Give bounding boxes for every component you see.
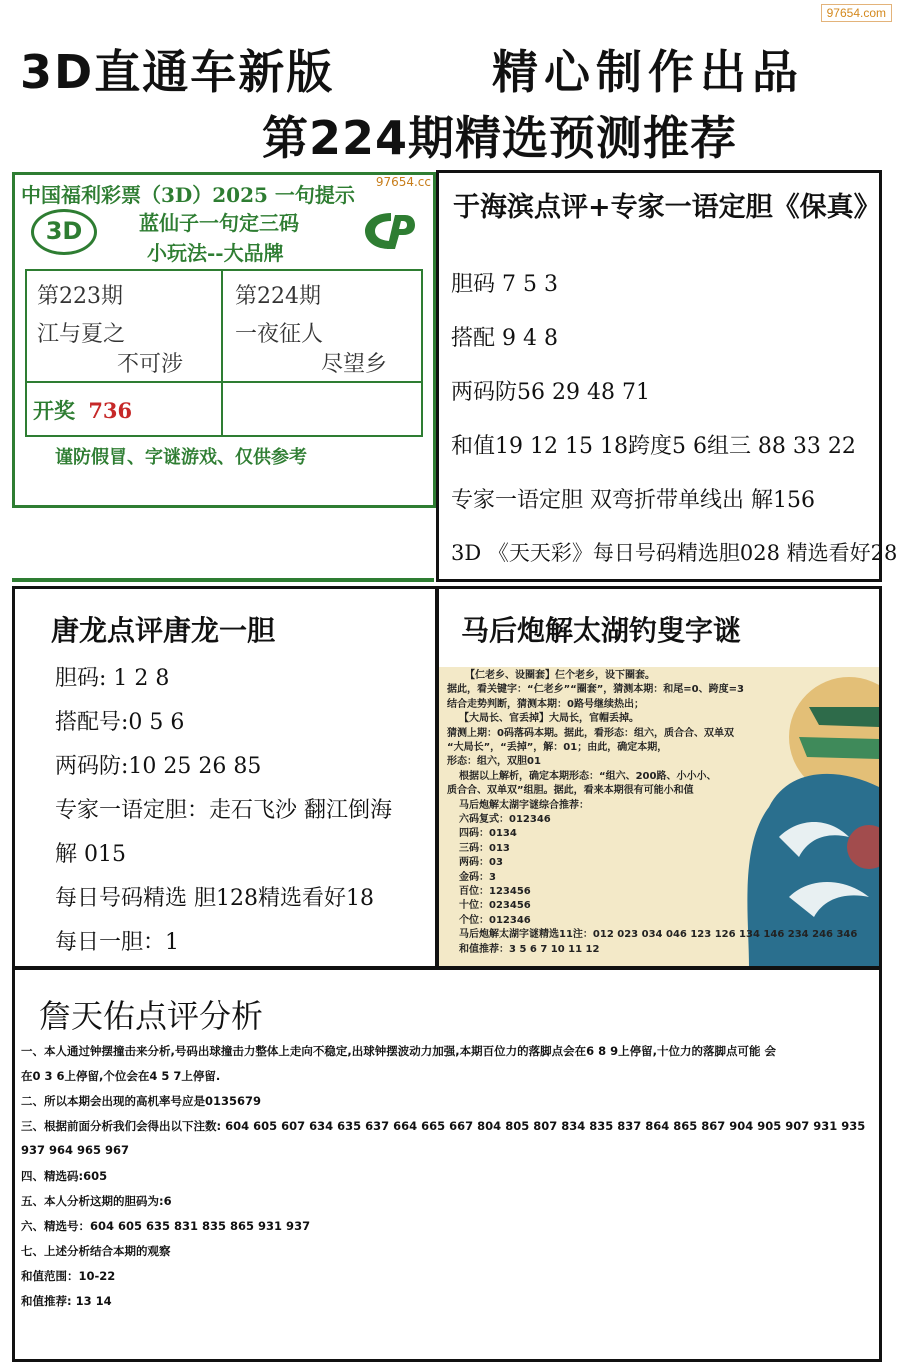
- analysis-line: 937 964 965 967: [21, 1143, 130, 1157]
- card-watermark: 97654.cc: [375, 175, 431, 189]
- draw-value: 736: [88, 398, 133, 423]
- riddle-line: 和值推荐：3 5 6 7 10 11 12: [459, 943, 600, 955]
- analysis-line: 五、本人分析这期的胆码为:6: [21, 1194, 172, 1208]
- tang-line: 解 015: [55, 842, 126, 867]
- draw-label: 开奖: [33, 398, 75, 423]
- riddle-line: 马后炮解太湖字谜综合推荐：: [459, 799, 589, 811]
- yu-line: 两码防56 29 48 71: [451, 380, 650, 405]
- wave-decoration-icon: [729, 667, 879, 967]
- riddle-line: 三码：013: [459, 842, 510, 854]
- analysis-line: 和值范围：10-22: [21, 1269, 116, 1283]
- ma-panel-title: 马后炮解太湖钓叟字谜: [461, 614, 742, 647]
- riddle-line: “大局长”，“丢掉”，解：01；由此，确定本期，: [447, 742, 668, 753]
- card-slogan-1: 蓝仙子一句定三码: [139, 211, 299, 235]
- yu-line: 专家一语定胆 双弯折带单线出 解156: [451, 488, 815, 513]
- analysis-line: 七、上述分析结合本期的观察: [21, 1244, 171, 1258]
- lottery-3d-logo: 3D: [31, 209, 97, 255]
- header-title-left: 3D直通车新版: [20, 45, 335, 99]
- riddle-line: 结合走势判断，猜测本期：0路号继续热出；: [447, 698, 644, 710]
- ma-panel: [436, 586, 882, 970]
- green-divider: [12, 578, 434, 582]
- header-title-right: 精心制作出品: [492, 45, 804, 99]
- prev-riddle-line2: 不可涉: [117, 352, 184, 377]
- lottery-card: [12, 172, 436, 508]
- site-watermark: 97654.com: [821, 4, 892, 22]
- riddle-line: 百位：123456: [459, 886, 531, 897]
- welfare-lottery-logo-icon: [361, 209, 417, 253]
- yu-line: 和值19 12 15 18跨度5 6组三 88 33 22: [451, 434, 856, 459]
- analysis-line: 在0 3 6上停留,个位会在4 5 7上停留.: [21, 1069, 221, 1083]
- riddle-line: 【大局长、官丢掉】大局长，官帽丢掉。: [459, 713, 639, 725]
- header-subtitle: 第224期精选预测推荐: [262, 111, 738, 165]
- riddle-line: 两码：03: [459, 857, 503, 869]
- yu-panel: [436, 170, 898, 582]
- analysis-line: 一、本人通过钟摆撞击来分析,号码出球撞击力整体上走向不稳定,出球钟摆波动力加强,本期百位力的落脚点会在6 8 9上停留,十位力的落脚点可能 会: [21, 1044, 776, 1058]
- riddle-line: 马后炮解太湖字谜精选11注：012 023 034 046 123 126 134 146 234 246 346: [459, 929, 858, 941]
- tang-line: 每日一胆：1: [55, 930, 179, 955]
- riddle-line: 十位：023456: [459, 900, 531, 912]
- card-disclaimer: 谨防假冒、字谜游戏、仅供参考: [55, 447, 307, 468]
- yu-line: 3D 《天天彩》每日号码精选胆028 精选看好28: [451, 541, 898, 565]
- lottery-card-heading: 中国福利彩票（3D）2025 一句提示: [21, 183, 355, 207]
- riddle-line: 据此，看关键字：“仁老乡”“圈套”，猜测本期：和尾=0、跨度=3: [447, 684, 744, 696]
- riddle-line: 形态：组六，双胆01: [447, 756, 541, 768]
- tang-line: 每日号码精选 胆128精选看好18: [55, 886, 374, 911]
- riddle-illustration: [439, 667, 879, 967]
- prev-period-label: 第223期: [37, 284, 123, 309]
- tang-line: 两码防:10 25 26 85: [55, 754, 262, 779]
- analysis-line: 四、精选码:605: [21, 1169, 108, 1183]
- riddle-line: 质合合、双单双”组胆。据此，看来本期很有可能小和值: [447, 785, 694, 797]
- card-slogan-2: 小玩法--大品牌: [147, 241, 284, 265]
- curr-riddle-line1: 一夜征人: [235, 322, 324, 347]
- riddle-line: 六码复式：012346: [459, 814, 551, 825]
- analysis-line: 六、精选号：604 605 635 831 835 865 931 937: [21, 1219, 311, 1233]
- riddle-line: 猜测上期：0码落码本期。据此，看形态：组六，质合合、双单双: [447, 727, 734, 739]
- yu-panel-title: 于海滨点评+专家一语定胆《保真》: [453, 192, 881, 223]
- riddle-line: 金码：3: [459, 871, 496, 883]
- curr-riddle-line2: 尽望乡: [321, 352, 388, 377]
- analysis-line: 二、所以本期会出现的高机率号应是0135679: [21, 1094, 262, 1108]
- riddle-line: 根据以上解析，确定本期形态：“组六、200路、小小小、: [459, 770, 717, 782]
- tang-line: 胆码: 1 2 8: [55, 666, 170, 691]
- tang-panel: [12, 586, 438, 970]
- tang-line: 专家一语定胆：走石飞沙 翻江倒海: [55, 798, 392, 823]
- period-grid: [25, 269, 423, 437]
- yu-line: 搭配 9 4 8: [451, 326, 558, 351]
- analysis-line: 三、根据前面分析我们会得出以下注数: 604 605 607 634 635 637 664 665 667 804 805 807 834 835 837 864 865 867 904 905 907 931 935: [21, 1119, 866, 1133]
- riddle-line: 【仁老乡、设圈套】仨个老乡，设下圈套。: [465, 670, 655, 681]
- curr-period-label: 第224期: [235, 284, 321, 309]
- riddle-line: 个位：012346: [459, 914, 531, 926]
- tang-panel-title: 唐龙点评唐龙一胆: [51, 614, 276, 647]
- zhan-panel: [12, 966, 882, 1362]
- riddle-line: 四码：0134: [459, 828, 517, 840]
- analysis-line: 和值推荐: 13 14: [21, 1294, 112, 1308]
- yu-line: 胆码 7 5 3: [451, 272, 558, 297]
- draw-result: [33, 395, 132, 425]
- prev-riddle-line1: 江与夏之: [37, 322, 126, 347]
- zhan-panel-title: 詹天佑点评分析: [39, 997, 264, 1035]
- tang-line: 搭配号:0 5 6: [55, 710, 185, 735]
